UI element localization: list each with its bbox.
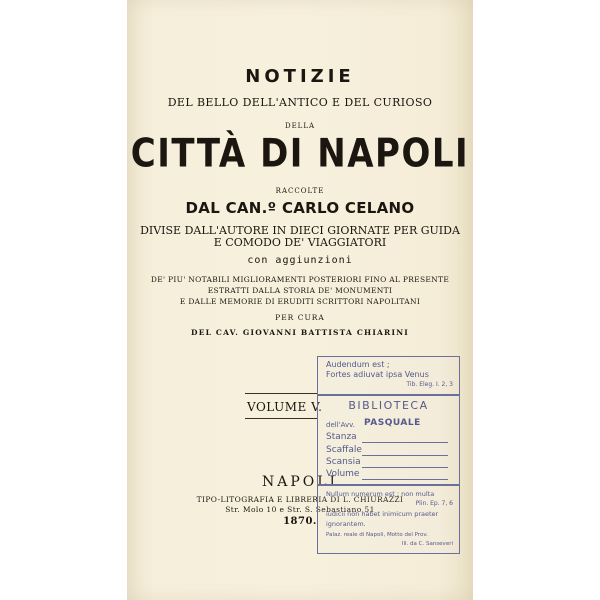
- raccolte-word: RACCOLTE: [275, 187, 325, 195]
- stamp-motto-line-2: Fortes adiuvat ipsa Venus: [326, 370, 429, 379]
- description-line-1: DIVISE DALL'AUTORE IN DIECI GIORNATE PER GUIDA: [140, 224, 460, 237]
- stamp-motto-box: [317, 356, 460, 395]
- volume-rule-top: [245, 393, 317, 394]
- publication-year: 1870.: [283, 516, 317, 527]
- stamp-quote-line-1: Nullum numerum est ; non multa: [326, 490, 435, 498]
- stamp-field-rule: [362, 455, 448, 456]
- author-line: DAL CAN.º CARLO CELANO: [185, 199, 415, 217]
- address-line: Str. Molo 10 e Str. S. Sebastiano 51: [225, 505, 375, 514]
- editor-line: DEL CAV. GIOVANNI BATTISTA CHIARINI: [191, 328, 409, 337]
- book-title: NOTIZIE: [245, 66, 355, 87]
- stamp-field-rule: [362, 467, 448, 468]
- stamp-motto-ref: Tib. Eleg. I. 2, 3: [406, 381, 453, 388]
- della-word: DELLA: [284, 122, 316, 130]
- per-cura-line: PER CURA: [275, 313, 325, 322]
- book-subtitle: DEL BELLO DELL'ANTICO E DEL CURIOSO: [167, 96, 433, 109]
- stamp-quote-line-2: iudicii non habet inimicum praeter: [326, 510, 439, 518]
- stamp-quote-ref: Plin. Ep. 7, 6: [415, 500, 453, 507]
- stamp-owner-prefix: dell'Avv.: [326, 421, 355, 429]
- stamp-field-rule: [362, 479, 448, 480]
- stamp-quote-line-3: ignorantem.: [326, 520, 366, 528]
- note-line-3: E DALLE MEMORIE DI ERUDITI SCRITTORI NAPOLITANI: [179, 297, 421, 306]
- stamp-field-scansia: Scansia: [326, 457, 361, 467]
- additions-line: con aggiunzioni: [247, 255, 353, 266]
- place-name: NAPOLI: [261, 474, 339, 490]
- stamp-library-box: [317, 395, 460, 485]
- description-line-2: E COMODO DE' VIAGGIATORI: [213, 236, 387, 249]
- volume-label: VOLUME V.: [247, 400, 323, 414]
- city-title: CITTÀ DI NAPOLI: [130, 131, 470, 177]
- stamp-field-volume: Volume: [326, 469, 360, 479]
- note-line-1: DE' PIU' NOTABILI MIGLIORAMENTI POSTERIORI FINO AL PRESENTE: [150, 275, 450, 284]
- stamp-field-stanza: Stanza: [326, 432, 357, 442]
- note-line-2: ESTRATTI DALLA STORIA DE' MONUMENTI: [207, 286, 393, 295]
- stamp-footer-line-2: Ill. da C. Sanseveri: [401, 541, 453, 547]
- stamp-field-scaffale: Scaffale: [326, 445, 362, 455]
- stamp-owner-name: PASQUALE: [364, 418, 421, 428]
- stamp-motto-line-1: Audendum est ;: [326, 360, 390, 369]
- stamp-footer-line-1: Palaz. reale di Napoli, Motto del Prov.: [326, 532, 428, 538]
- volume-rule-bottom: [245, 418, 317, 419]
- publisher-line: TIPO-LITOGRAFIA E LIBRERIA DI L. CHIURAZZI: [196, 495, 404, 504]
- stamp-field-rule: [362, 442, 448, 443]
- stamp-library-title: BIBLIOTECA: [348, 399, 429, 412]
- stamp-quote-box: [317, 485, 460, 554]
